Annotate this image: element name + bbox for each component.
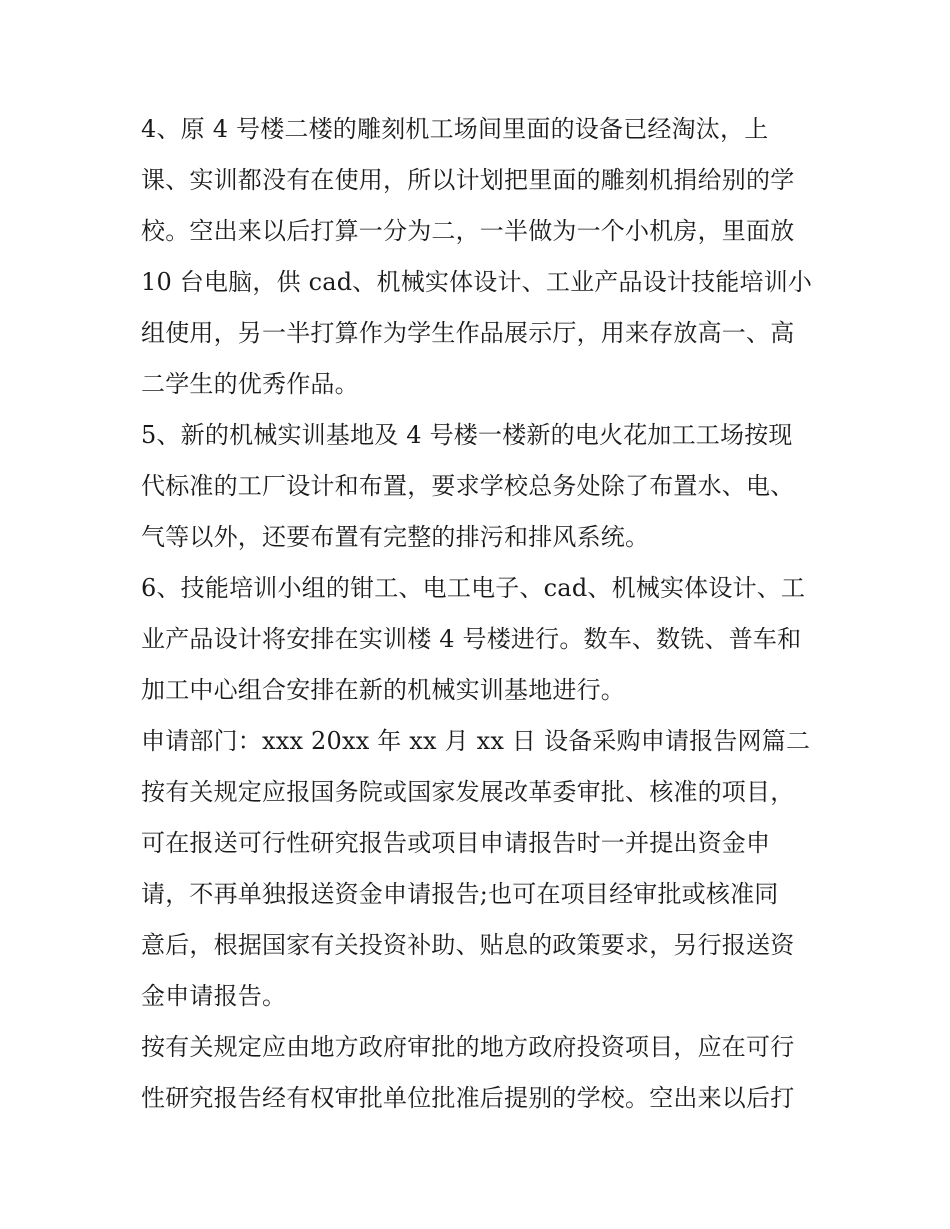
document-body <box>141 104 821 1124</box>
text-line: 校。空出来以后打算一分为二，一半做为一个小机房，里面放 <box>141 217 795 245</box>
text-line: 性研究报告经有权审批单位批准后提别的学校。空出来以后打 <box>141 1084 795 1112</box>
text-line: 4、原 4 号楼二楼的雕刻机工场间里面的设备已经淘汰，上 <box>141 115 769 143</box>
text-line: 5、新的机械实训基地及 4 号楼一楼新的电火花加工工场按现 <box>141 421 793 449</box>
text-line: 二学生的优秀作品。 <box>141 370 359 398</box>
text-line: 课、实训都没有在使用，所以计划把里面的雕刻机捐给别的学 <box>141 166 795 194</box>
text-line: 按有关规定应由地方政府审批的地方政府投资项目，应在可行 <box>141 1033 795 1061</box>
text-line: 组使用，另一半打算作为学生作品展示厅，用来存放高一、高 <box>141 319 795 347</box>
text-line: 代标准的工厂设计和布置，要求学校总务处除了布置水、电、 <box>141 472 795 500</box>
text-line: 加工中心组合安排在新的机械实训基地进行。 <box>141 676 625 704</box>
text-line: 6、技能培训小组的钳工、电工电子、cad、机械实体设计、工 <box>141 574 806 602</box>
text-line: 按有关规定应报国务院或国家发展改革委审批、核准的项目， <box>141 778 795 806</box>
text-line: 金申请报告。 <box>141 982 287 1010</box>
text-line: 气等以外，还要布置有完整的排污和排风系统。 <box>141 523 650 551</box>
text-line: 业产品设计将安排在实训楼 4 号楼进行。数车、数铣、普车和 <box>141 625 802 653</box>
text-line: 意后，根据国家有关投资补助、贴息的政策要求，另行报送资 <box>141 931 795 959</box>
text-line: 10 台电脑，供 cad、机械实体设计、工业产品设计技能培训小 <box>141 268 813 296</box>
text-line: 申请部门：xxx 20xx 年 xx 月 xx 日 设备采购申请报告网篇二 <box>141 727 811 755</box>
text-line: 请，不再单独报送资金申请报告;也可在项目经审批或核准同 <box>141 880 779 908</box>
text-line: 可在报送可行性研究报告或项目申请报告时一并提出资金申 <box>141 829 771 857</box>
